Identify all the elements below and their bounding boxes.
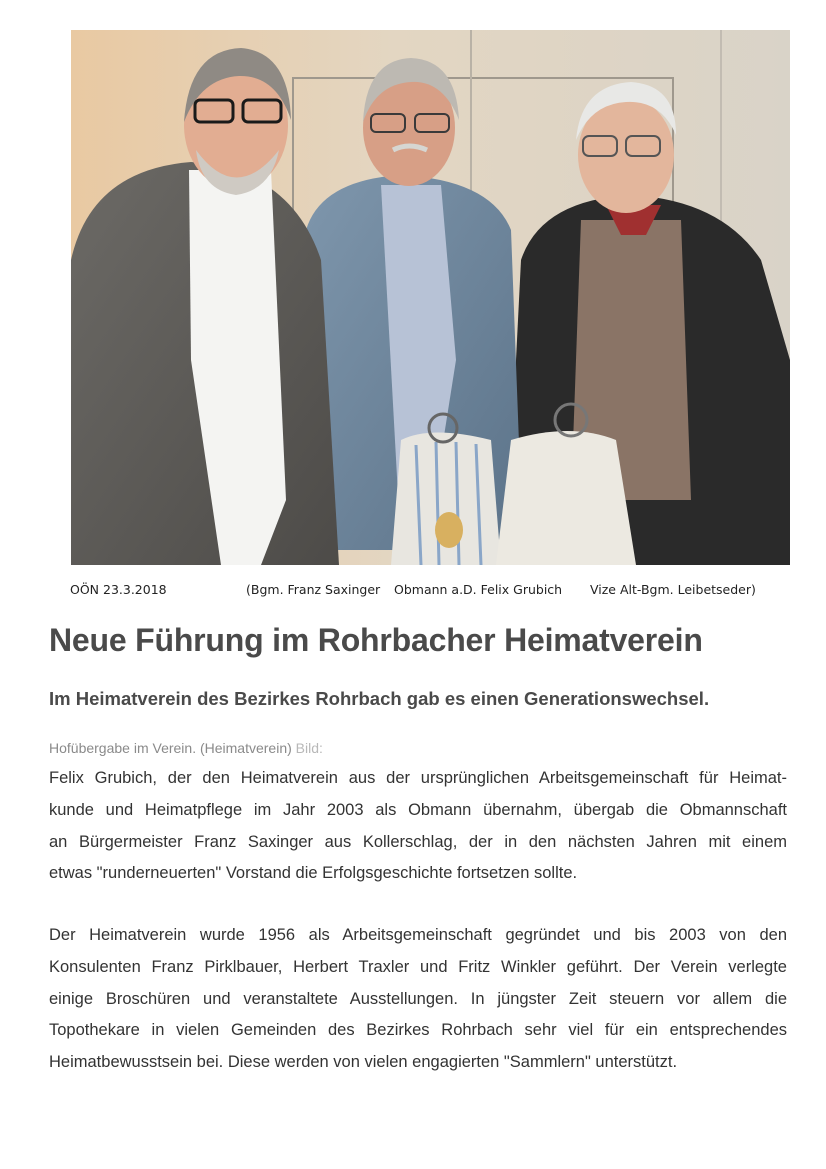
caption-person-left: (Bgm. Franz Saxinger	[246, 582, 381, 597]
paragraph-line: etwas "runderneuerten" Vorstand die Erfolgsgeschichte fortsetzen sollte.	[49, 864, 578, 883]
article-paragraph-2	[49, 920, 787, 1079]
image-credit-label: Bild:	[295, 740, 323, 756]
photo-caption	[0, 582, 826, 600]
article-paragraph-1	[49, 763, 787, 890]
paragraph-line: Der Heimatverein wurde 1956 als Arbeitsgemeinschaft gegründet und bis 2003 von den	[49, 926, 787, 944]
article-subheadline: Im Heimatverein des Bezirkes Rohrbach gab es einen Generationswechsel.	[49, 688, 710, 709]
group-photo	[71, 30, 790, 565]
paragraph-line: Heimatbewusstsein bei. Diese werden von vielen engagierten "Sammlern" unterstützt.	[49, 1053, 678, 1072]
paragraph-line: Konsulenten Franz Pirklbauer, Herbert Traxler und Fritz Winkler geführt. Der Verein verlegte	[49, 957, 787, 976]
group-photo-three-men-icon	[71, 30, 790, 565]
paragraph-line: kunde und Heimatpflege im Jahr 2003 als Obmann übernahm, übergab die Obmannschaft	[49, 800, 787, 819]
image-credit-text: Hofübergabe im Verein. (Heimatverein)	[49, 740, 292, 756]
image-credit	[49, 740, 323, 756]
paragraph-line: an Bürgermeister Franz Saxinger aus Kollerschlag, der in den nächsten Jahren mit einem	[49, 832, 787, 851]
paragraph-line: Topothekare in vielen Gemeinden des Bezirkes Rohrbach sehr viel für ein entsprechendes	[49, 1021, 787, 1040]
caption-person-middle: Obmann a.D. Felix Grubich	[394, 582, 563, 597]
caption-source: OÖN 23.3.2018	[70, 582, 167, 597]
paragraph-line: einige Broschüren und veranstaltete Ausstellungen. In jüngster Zeit steuern vor allem die	[49, 989, 787, 1008]
article-headline: Neue Führung im Rohrbacher Heimatverein	[49, 622, 703, 658]
paragraph-line: Felix Grubich, der den Heimatverein aus der ursprünglichen Arbeitsgemeinschaft für Heimat-	[49, 769, 787, 787]
caption-person-right: Vize Alt-Bgm. Leibetseder)	[590, 582, 756, 597]
